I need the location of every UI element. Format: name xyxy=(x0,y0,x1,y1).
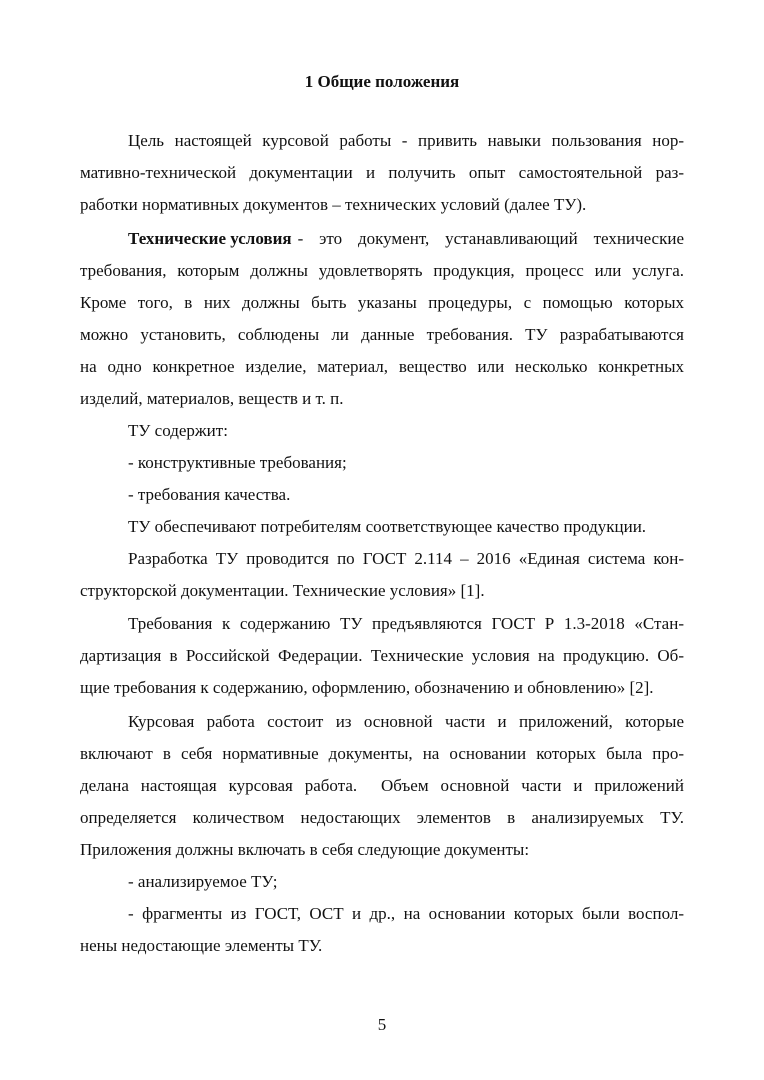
paragraph-gostr13-line-2: дартизация в Российской Федерации. Технические условия на продукцию. Об- xyxy=(80,646,684,665)
list-item-fragments-line-2: нены недостающие элементы ТУ. xyxy=(80,936,323,955)
paragraph-coursework-line-3: делана настоящая курсовая работа. Объем основной части и приложений xyxy=(80,776,684,795)
paragraph-coursework-line-1: Курсовая работа состоит из основной части и приложений, которые xyxy=(128,712,684,731)
list-item-quality: - требования качества. xyxy=(128,485,291,504)
paragraph-coursework-line-2: включают в себя нормативные документы, на основании которых была про- xyxy=(80,744,684,763)
paragraph-1-line-3: работки нормативных документов – технических условий (далее ТУ). xyxy=(80,195,587,214)
paragraph-gost2114-line-2: структорской документации. Технические условия» [1]. xyxy=(80,581,485,600)
paragraph-gost2114-line-1: Разработка ТУ проводится по ГОСТ 2.114 – 2016 «Единая система кон- xyxy=(128,549,684,568)
paragraph-2-line-6: изделий, материалов, веществ и т. п. xyxy=(80,389,344,408)
tu-contains-label: ТУ содержит: xyxy=(128,421,228,440)
paragraph-2-first-rest: - это документ, устанавливающий технические xyxy=(297,229,684,248)
paragraph-2-line-3: Кроме того, в них должны быть указаны процедуры, с помощью которых xyxy=(80,293,684,312)
list-item-constructive: - конструктивные требования; xyxy=(128,453,347,472)
page-number: 5 xyxy=(377,1015,387,1034)
paragraph-gostr13-line-1: Требования к содержанию ТУ предъявляются ГОСТ Р 1.3-2018 «Стан- xyxy=(128,614,684,633)
paragraph-2-line-1 xyxy=(128,226,684,252)
list-item-analyzed-tu: - анализируемое ТУ; xyxy=(128,872,278,891)
paragraph-2-line-5: на одно конкретное изделие, материал, вещество или несколько конкретных xyxy=(80,357,684,376)
paragraph-1-line-1: Цель настоящей курсовой работы - привить навыки пользования нор- xyxy=(128,131,684,150)
paragraph-coursework-line-4: определяется количеством недостающих элементов в анализируемых ТУ. xyxy=(80,808,684,827)
paragraph-coursework-line-5: Приложения должны включать в себя следующие документы: xyxy=(80,840,530,859)
paragraph-gostr13-line-3: щие требования к содержанию, оформлению, обозначению и обновлению» [2]. xyxy=(80,678,654,697)
term-technical-conditions: Технические условия xyxy=(128,229,292,248)
paragraph-1-line-2: мативно-технической документации и получить опыт самостоятельной раз- xyxy=(80,163,684,182)
paragraph-quality-line: ТУ обеспечивают потребителям соответствующее качество продукции. xyxy=(128,517,647,536)
paragraph-2-line-2: требования, которым должны удовлетворять продукция, процесс или услуга. xyxy=(80,261,684,280)
paragraph-2-line-4: можно установить, соблюдены ли данные требования. ТУ разрабатываются xyxy=(80,325,684,344)
list-item-fragments-line-1: - фрагменты из ГОСТ, ОСТ и др., на основании которых были воспол- xyxy=(128,904,684,923)
section-heading: 1 Общие положения xyxy=(304,72,460,91)
